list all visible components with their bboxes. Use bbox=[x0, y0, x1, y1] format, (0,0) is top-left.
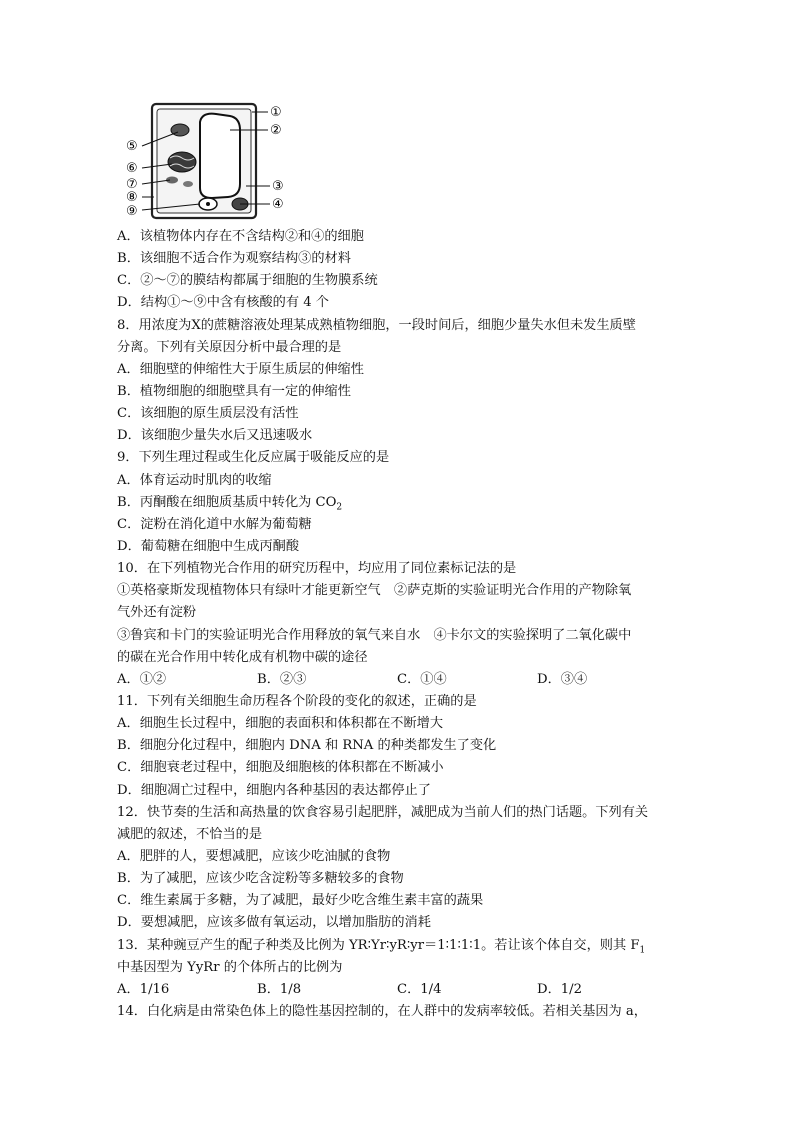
plant-cell-figure bbox=[112, 100, 302, 226]
q14-stem-line-1: 14．白化病是由常染色体上的隐性基因控制的，在人群中的发病率较低。若相关基因为 a， bbox=[117, 1003, 647, 1019]
figure-label-6: ⑥ bbox=[126, 161, 138, 176]
figure-label-4: ④ bbox=[272, 197, 284, 212]
q11-option-b: B．细胞分化过程中，细胞内 DNA 和 RNA 的种类都发生了变化 bbox=[117, 738, 497, 754]
q11-option-a: A．细胞生长过程中，细胞的表面积和体积都在不断增大 bbox=[117, 716, 444, 732]
question-content bbox=[117, 226, 687, 1023]
q8-option-c: C．该细胞的原生质层没有活性 bbox=[117, 406, 299, 422]
q13-stem-line-2: 中基因型为 YyRr 的个体所占的比例为 bbox=[117, 959, 343, 975]
q13-stem-line-1 bbox=[117, 935, 687, 957]
q8-stem-line-2: 分离。下列有关原因分析中最合理的是 bbox=[117, 339, 342, 355]
q7-option-b: B．该细胞不适合作为观察结构③的材料 bbox=[117, 251, 351, 267]
q11-option-d: D．细胞凋亡过程中，细胞内各种基因的表达都停止了 bbox=[117, 782, 431, 798]
q10-option-d: D．③④ bbox=[537, 671, 588, 687]
q9-option-a: A．体育运动时肌肉的收缩 bbox=[117, 472, 272, 488]
figure-label-2: ② bbox=[270, 123, 282, 138]
q13-option-d: D．1/2 bbox=[537, 981, 582, 997]
vacuole bbox=[200, 114, 240, 198]
q13-stem-text: 13．某种豌豆产生的配子种类及比例为 YR∶Yr∶yR∶yr＝1∶1∶1∶1。若让该个体自交，则其 F bbox=[117, 937, 640, 953]
figure-label-9: ⑨ bbox=[126, 204, 138, 219]
q10-option-c: C．①④ bbox=[397, 671, 447, 687]
q10-line-3: ③鲁宾和卡门的实验证明光合作用释放的氧气来自水 ④卡尔文的实验探明了二氧化碳中 bbox=[117, 627, 632, 643]
q9-option-d: D．葡萄糖在细胞中生成丙酮酸 bbox=[117, 538, 300, 554]
q10-options bbox=[117, 669, 687, 691]
q10-stem: 10．在下列植物光合作用的研究历程中，均应用了同位素标记法的是 bbox=[117, 561, 517, 577]
q8-stem-line-1: 8．用浓度为X的蔗糖溶液处理某成熟植物细胞，一段时间后，细胞少量失水但未发生质壁 bbox=[117, 317, 636, 333]
figure-label-3: ③ bbox=[272, 179, 284, 194]
q9-option-b-text: B．丙酮酸在细胞质基质中转化为 CO bbox=[117, 494, 337, 510]
q7-option-a: A．该植物体内存在不含结构②和④的细胞 bbox=[117, 229, 364, 244]
q13-option-c: C．1/4 bbox=[397, 981, 442, 997]
q12-option-c: C．维生素属于多糖，为了减肥，最好少吃含维生素丰富的蔬果 bbox=[117, 893, 484, 909]
q12-option-b: B．为了减肥，应该少吃含淀粉等多糖较多的食物 bbox=[117, 871, 404, 887]
q11-stem: 11．下列有关细胞生命历程各个阶段的变化的叙述，正确的是 bbox=[117, 693, 477, 709]
q12-stem-line-1: 12．快节奏的生活和高热量的饮食容易引起肥胖，减肥成为当前人们的热门话题。下列有关 bbox=[117, 804, 649, 820]
q8-option-b: B．植物细胞的细胞壁具有一定的伸缩性 bbox=[117, 383, 351, 399]
q12-stem-line-2: 减肥的叙述，不恰当的是 bbox=[117, 826, 263, 842]
figure-label-5: ⑤ bbox=[126, 139, 138, 154]
q7-option-c: C．②～⑦的膜结构都属于细胞的生物膜系统 bbox=[117, 273, 378, 289]
q7-option-d: D．结构①～⑨中含有核酸的有 4 个 bbox=[117, 295, 329, 311]
q9-option-b bbox=[117, 492, 687, 514]
q11-option-c: C．细胞衰老过程中，细胞及细胞核的体积都在不断减小 bbox=[117, 760, 444, 776]
q13-options bbox=[117, 979, 687, 1001]
q12-option-d: D．要想减肥，应该多做有氧运动，以增加脂肪的消耗 bbox=[117, 915, 431, 931]
q12-option-a: A．肥胖的人，要想减肥，应该少吃油腻的食物 bbox=[117, 848, 391, 864]
q13-option-a: A．1/16 bbox=[117, 981, 170, 997]
q10-line-4: 的碳在光合作用中转化成有机物中碳的途径 bbox=[117, 649, 368, 665]
q10-option-b: B．②③ bbox=[257, 671, 307, 687]
q10-line-1: ①英格豪斯发现植物体只有绿叶才能更新空气 ②萨克斯的实验证明光合作用的产物除氧 bbox=[117, 583, 632, 599]
q13-option-b: B．1/8 bbox=[257, 981, 302, 997]
q8-option-a: A．细胞壁的伸缩性大于原生质层的伸缩性 bbox=[117, 361, 364, 377]
mitochondria-cluster bbox=[168, 152, 196, 172]
figure-label-7: ⑦ bbox=[126, 177, 138, 192]
q10-option-a: A．①② bbox=[117, 671, 167, 687]
q8-option-d: D．该细胞少量失水后又迅速吸水 bbox=[117, 428, 313, 444]
q10-line-2: 气外还有淀粉 bbox=[117, 605, 197, 621]
figure-label-8: ⑧ bbox=[126, 190, 138, 205]
q9-option-c: C．淀粉在消化道中水解为葡萄糖 bbox=[117, 516, 312, 532]
q9-stem: 9．下列生理过程或生化反应属于吸能反应的是 bbox=[117, 450, 390, 466]
figure-label-1: ① bbox=[270, 105, 282, 120]
q9-option-b-subscript: 2 bbox=[336, 502, 343, 513]
q13-stem-subscript: 1 bbox=[639, 945, 646, 956]
